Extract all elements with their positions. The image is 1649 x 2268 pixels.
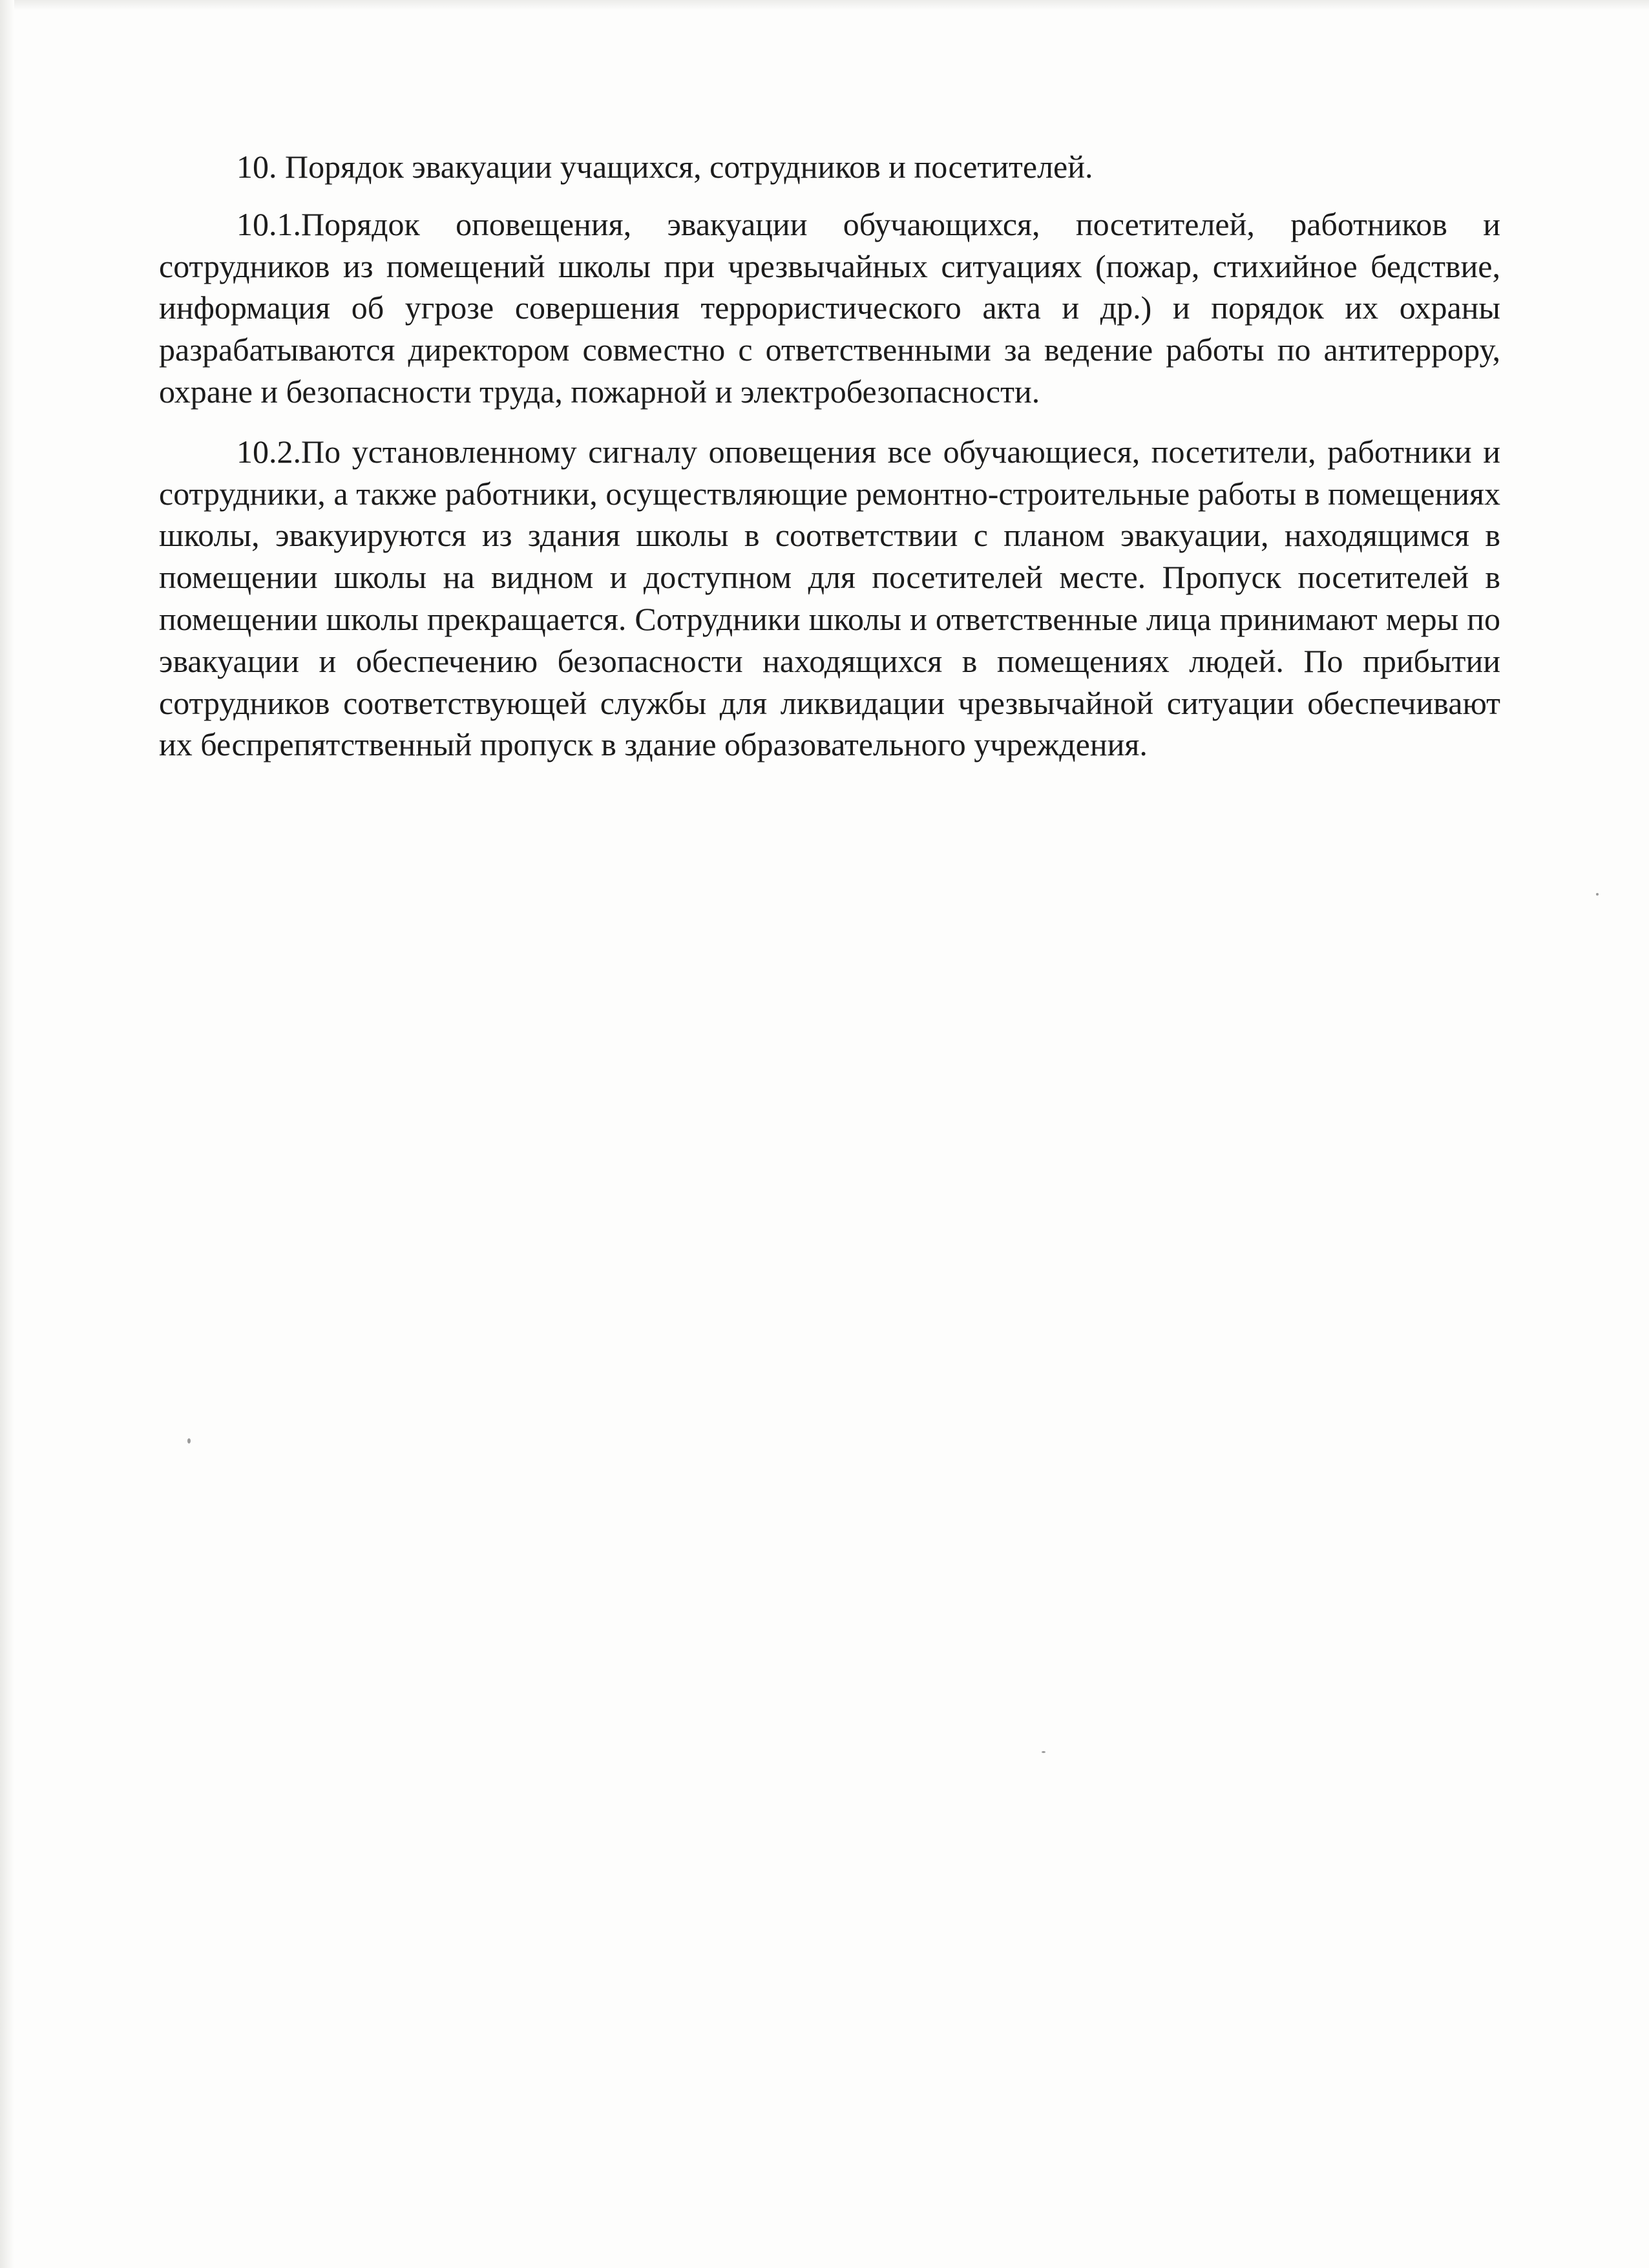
scan-speck — [1596, 893, 1599, 896]
section-heading: 10. Порядок эвакуации учащихся, сотрудников и посетителей. — [236, 149, 1093, 185]
scan-edge-top — [0, 0, 1649, 10]
document-body — [159, 146, 1500, 784]
scan-speck — [1042, 1751, 1045, 1753]
scan-edge-left — [0, 0, 14, 2268]
scan-speck — [187, 1438, 191, 1444]
paragraph-10-2: 10.2.По установленному сигналу оповещения все обучающиеся, посетители, работники и сотрудники, а также работники, осуществляющие ремонтно-строительные работы в помещениях школы, эвакуируются из здания школы в соответствии с планом эвакуации, находящимся в помещении школы на видном и доступном для посетителей месте. Пропуск посетителей в помещении школы прекращается. Сотрудники школы и ответственные лица принимают меры по эвакуации и обеспечению безопасности находящихся в помещениях людей. По прибытии сотрудников соответствующей службы для ликвидации чрезвычайной ситуации обеспечивают их беспрепятственный пропуск в здание образовательного учреждения. — [159, 433, 1500, 763]
paragraph-10-1: 10.1.Порядок оповещения, эвакуации обучающихся, посетителей, работников и сотрудников из помещений школы при чрезвычайных ситуациях (пожар, стихийное бедствие, информация об угрозе совершения террористического акта и др.) и порядок их охраны разрабатываются директором совместно с ответственными за ведение работы по антитеррору, охране и безопасности труда, пожарной и электробезопасности. — [159, 205, 1500, 410]
